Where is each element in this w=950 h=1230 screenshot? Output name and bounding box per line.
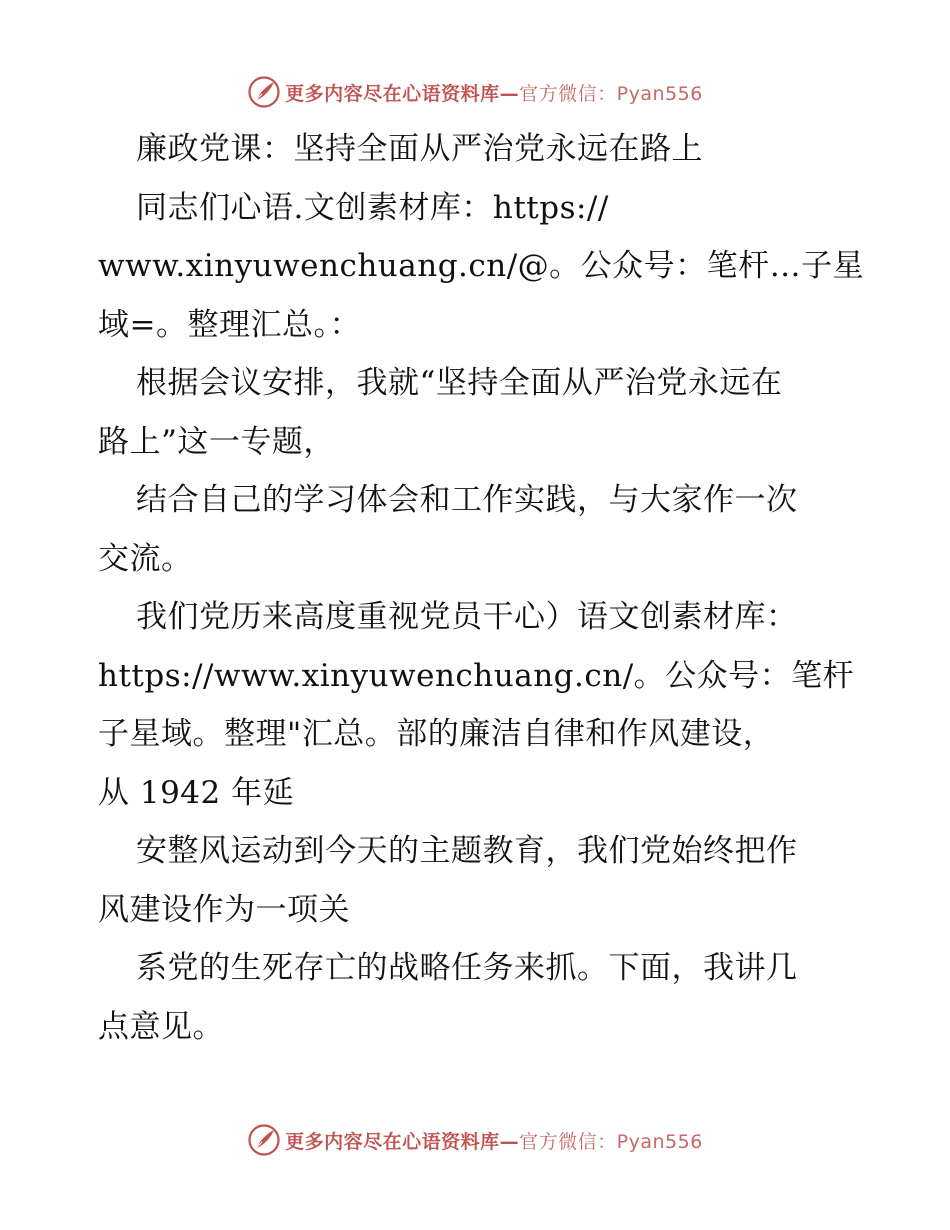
doc-line: 域=。整理汇总。： bbox=[98, 306, 361, 343]
footer-banner[interactable] bbox=[0, 1120, 950, 1160]
doc-line: 系党的生死存亡的战略任务来抓。下面，我讲几 bbox=[136, 950, 798, 986]
doc-line: 安整风运动到今天的主题教育，我们党始终把作 bbox=[136, 833, 798, 869]
doc-line: www.xinyuwenchuang.cn/@。公众号：笔杆…子星 bbox=[98, 248, 865, 284]
doc-line: 风建设作为一项关 bbox=[98, 891, 350, 928]
doc-line: https://www.xinyuwenchuang.cn/。公众号：笔杆 bbox=[98, 657, 855, 694]
quill-pen-logo-icon bbox=[247, 75, 281, 109]
doc-title: 廉政党课：坚持全面从严治党永远在路上 bbox=[136, 131, 703, 167]
doc-line: 根据会议安排，我就“坚持全面从严治党永远在 bbox=[136, 365, 783, 401]
doc-line: 从 1942 年延 bbox=[98, 774, 295, 811]
quill-pen-logo-icon bbox=[247, 1123, 281, 1157]
header-banner[interactable] bbox=[0, 72, 950, 112]
doc-line: 交流。 bbox=[98, 540, 193, 577]
doc-line: 结合自己的学习体会和工作实践，与大家作一次 bbox=[136, 482, 798, 518]
document-body bbox=[98, 120, 865, 1056]
doc-line: 同志们心语.文创素材库：https:// bbox=[136, 189, 609, 226]
doc-line: 子星域。整理"汇总。部的廉洁自律和作风建设， bbox=[98, 716, 775, 752]
header-banner-text: 更多内容尽在心语资料库—官方微信：Pyan556 bbox=[285, 82, 703, 105]
doc-line: 路上”这一专题， bbox=[98, 423, 335, 460]
footer-banner-text: 更多内容尽在心语资料库—官方微信：Pyan556 bbox=[285, 1130, 703, 1153]
header-wechat-id: 官方微信：Pyan556 bbox=[519, 82, 703, 105]
doc-line: 我们党历来高度重视党员干心）语文创素材库： bbox=[136, 599, 798, 635]
footer-wechat-id: 官方微信：Pyan556 bbox=[519, 1130, 703, 1153]
doc-line: 点意见。 bbox=[98, 1008, 224, 1045]
